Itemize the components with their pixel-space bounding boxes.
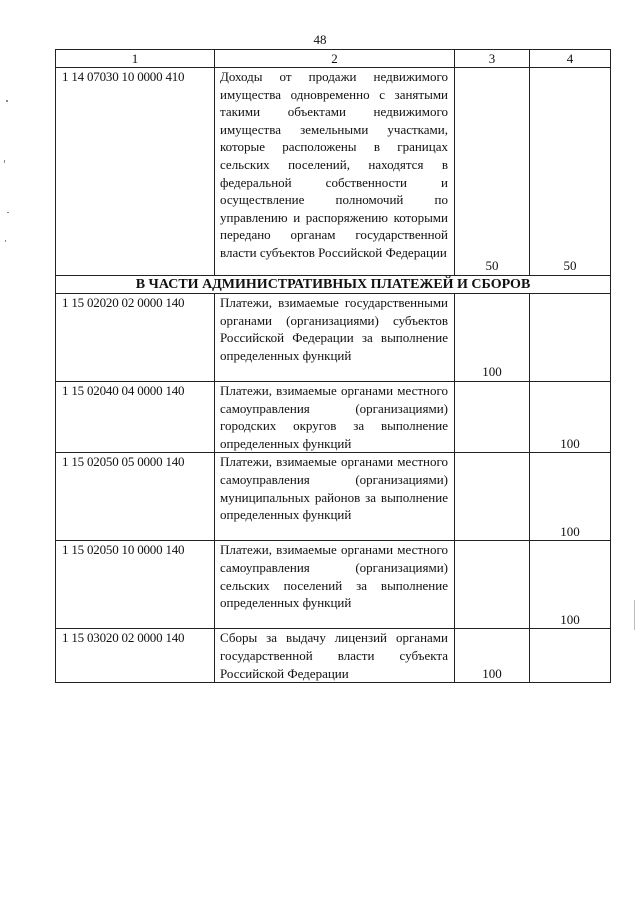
col4-value: 50	[530, 68, 611, 276]
table-row	[56, 68, 611, 276]
col3-value: 100	[455, 294, 530, 382]
table-row	[56, 382, 611, 453]
scan-speck	[7, 212, 9, 213]
revenue-description: Сборы за выдачу лицензий органами государственной власти субъекта Российской Федерации	[215, 629, 455, 683]
revenue-description: Платежи, взимаемые государственными органами (организациями) субъектов Российской Федерации за выполнение определенных функций	[215, 294, 455, 382]
table-row	[56, 629, 611, 683]
col3-value: 50	[455, 68, 530, 276]
col3-value: 100	[455, 629, 530, 683]
budget-code: 1 15 02040 04 0000 140	[56, 382, 215, 453]
scan-speck	[5, 240, 6, 242]
col4-value	[530, 629, 611, 683]
table-row	[56, 294, 611, 382]
revenue-description: Платежи, взимаемые органами местного самоуправления (организациями) сельских поселений за выполнение определенных функций	[215, 541, 455, 629]
table-row	[56, 453, 611, 541]
col3-value	[455, 541, 530, 629]
budget-code: 1 15 02020 02 0000 140	[56, 294, 215, 382]
revenue-description: Платежи, взимаемые органами местного самоуправления (организациями) городских округов за выполнение определенных функций	[215, 382, 455, 453]
revenue-table	[55, 49, 611, 683]
table-row	[56, 541, 611, 629]
budget-code: 1 15 02050 05 0000 140	[56, 453, 215, 541]
table-header-row	[56, 50, 611, 68]
scan-speck	[634, 600, 635, 630]
section-title: В ЧАСТИ АДМИНИСТРАТИВНЫХ ПЛАТЕЖЕЙ И СБОРОВ	[56, 276, 611, 294]
revenue-description: Доходы от продажи недвижимого имущества одновременно с занятыми такими объектами недвижимого имущества земельными участками, которые расположены в границах сельских поселений, находятся в федеральной собственности и осуществление полномочий по управлению и распоряжению которыми передано органам государственной власти субъектов Российской Федерации	[215, 68, 455, 276]
page-number: 48	[313, 32, 327, 47]
revenue-description: Платежи, взимаемые органами местного самоуправления (организациями) муниципальных районов за выполнение определенных функций	[215, 453, 455, 541]
header-cell-1: 1	[56, 50, 215, 68]
header-cell-2: 2	[215, 50, 455, 68]
col4-value: 100	[530, 541, 611, 629]
budget-code: 1 14 07030 10 0000 410	[56, 68, 215, 276]
col4-value: 100	[530, 382, 611, 453]
scan-speck	[4, 160, 5, 163]
col3-value	[455, 382, 530, 453]
col3-value	[455, 453, 530, 541]
section-heading-row	[56, 276, 611, 294]
header-cell-4: 4	[530, 50, 611, 68]
budget-code: 1 15 03020 02 0000 140	[56, 629, 215, 683]
col4-value	[530, 294, 611, 382]
scan-speck	[6, 100, 8, 102]
header-cell-3: 3	[455, 50, 530, 68]
budget-code: 1 15 02050 10 0000 140	[56, 541, 215, 629]
col4-value: 100	[530, 453, 611, 541]
